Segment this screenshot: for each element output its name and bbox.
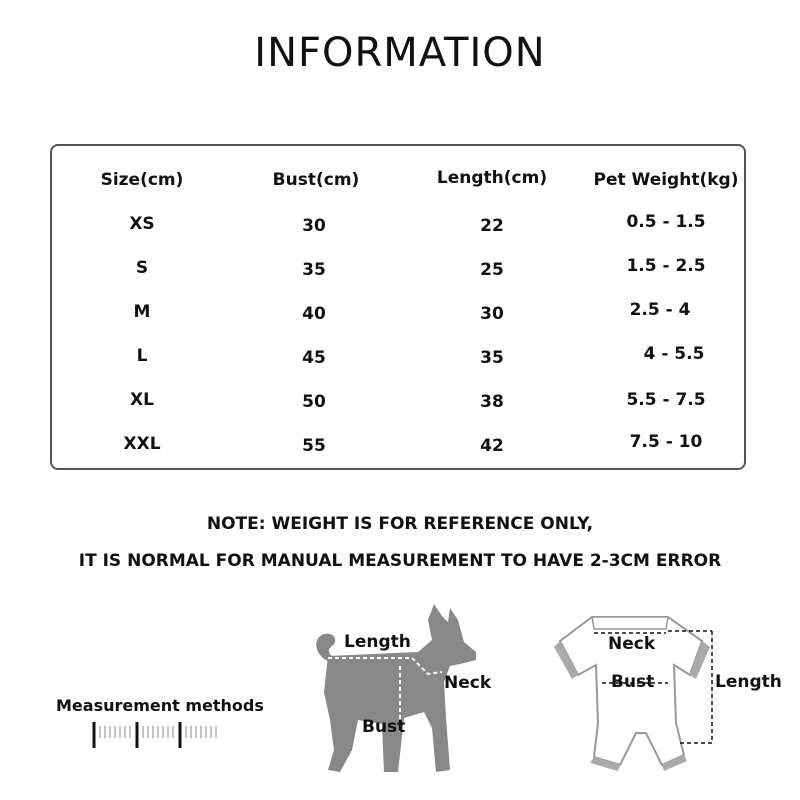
table-cell: 4 - 5.5 (643, 344, 705, 364)
size-table (50, 144, 746, 470)
table-cell: 30 (480, 304, 504, 324)
table-cell: L (136, 346, 148, 366)
table-cell: S (135, 258, 149, 278)
table-cell: 0.5 - 1.5 (626, 212, 706, 232)
dog-length-label: Length (344, 632, 411, 652)
dog-bust-label: Bust (362, 717, 406, 737)
table-cell: M (133, 302, 151, 322)
note-line-2: IT IS NORMAL FOR MANUAL MEASUREMENT TO HAVE 2-3CM ERROR (78, 551, 722, 571)
page-title: INFORMATION (254, 30, 546, 76)
table-cell: 7.5 - 10 (629, 432, 703, 452)
ruler-icon (92, 718, 222, 750)
table-cell: 35 (302, 260, 326, 280)
measurement-methods-label: Measurement methods (56, 696, 264, 715)
dog-neck-label: Neck (444, 673, 492, 693)
shirt-neck-label: Neck (608, 634, 656, 654)
shirt-bust-label: Bust (611, 672, 655, 692)
table-cell: 2.5 - 4 (629, 300, 691, 320)
table-cell: 42 (480, 436, 504, 456)
table-cell: 40 (302, 304, 326, 324)
table-cell: XL (130, 390, 154, 410)
table-cell: 1.5 - 2.5 (626, 256, 706, 276)
table-cell: 45 (302, 348, 326, 368)
table-cell: 50 (302, 392, 326, 412)
table-cell: 38 (480, 392, 504, 412)
table-cell: 5.5 - 7.5 (626, 390, 706, 410)
header-size: Size(cm) (100, 170, 184, 190)
table-cell: 22 (480, 216, 504, 236)
header-weight: Pet Weight(kg) (593, 170, 739, 190)
table-cell: 55 (302, 436, 326, 456)
note-line-1: NOTE: WEIGHT IS FOR REFERENCE ONLY, (206, 514, 594, 534)
table-cell: 25 (480, 260, 504, 280)
table-cell: XS (129, 214, 155, 234)
shirt-outline-icon (550, 605, 720, 780)
header-bust: Bust(cm) (272, 170, 360, 190)
shirt-length-label: Length (715, 672, 782, 692)
table-cell: XXL (123, 434, 161, 454)
header-length: Length(cm) (436, 168, 548, 188)
table-cell: 35 (480, 348, 504, 368)
table-cell: 30 (302, 216, 326, 236)
